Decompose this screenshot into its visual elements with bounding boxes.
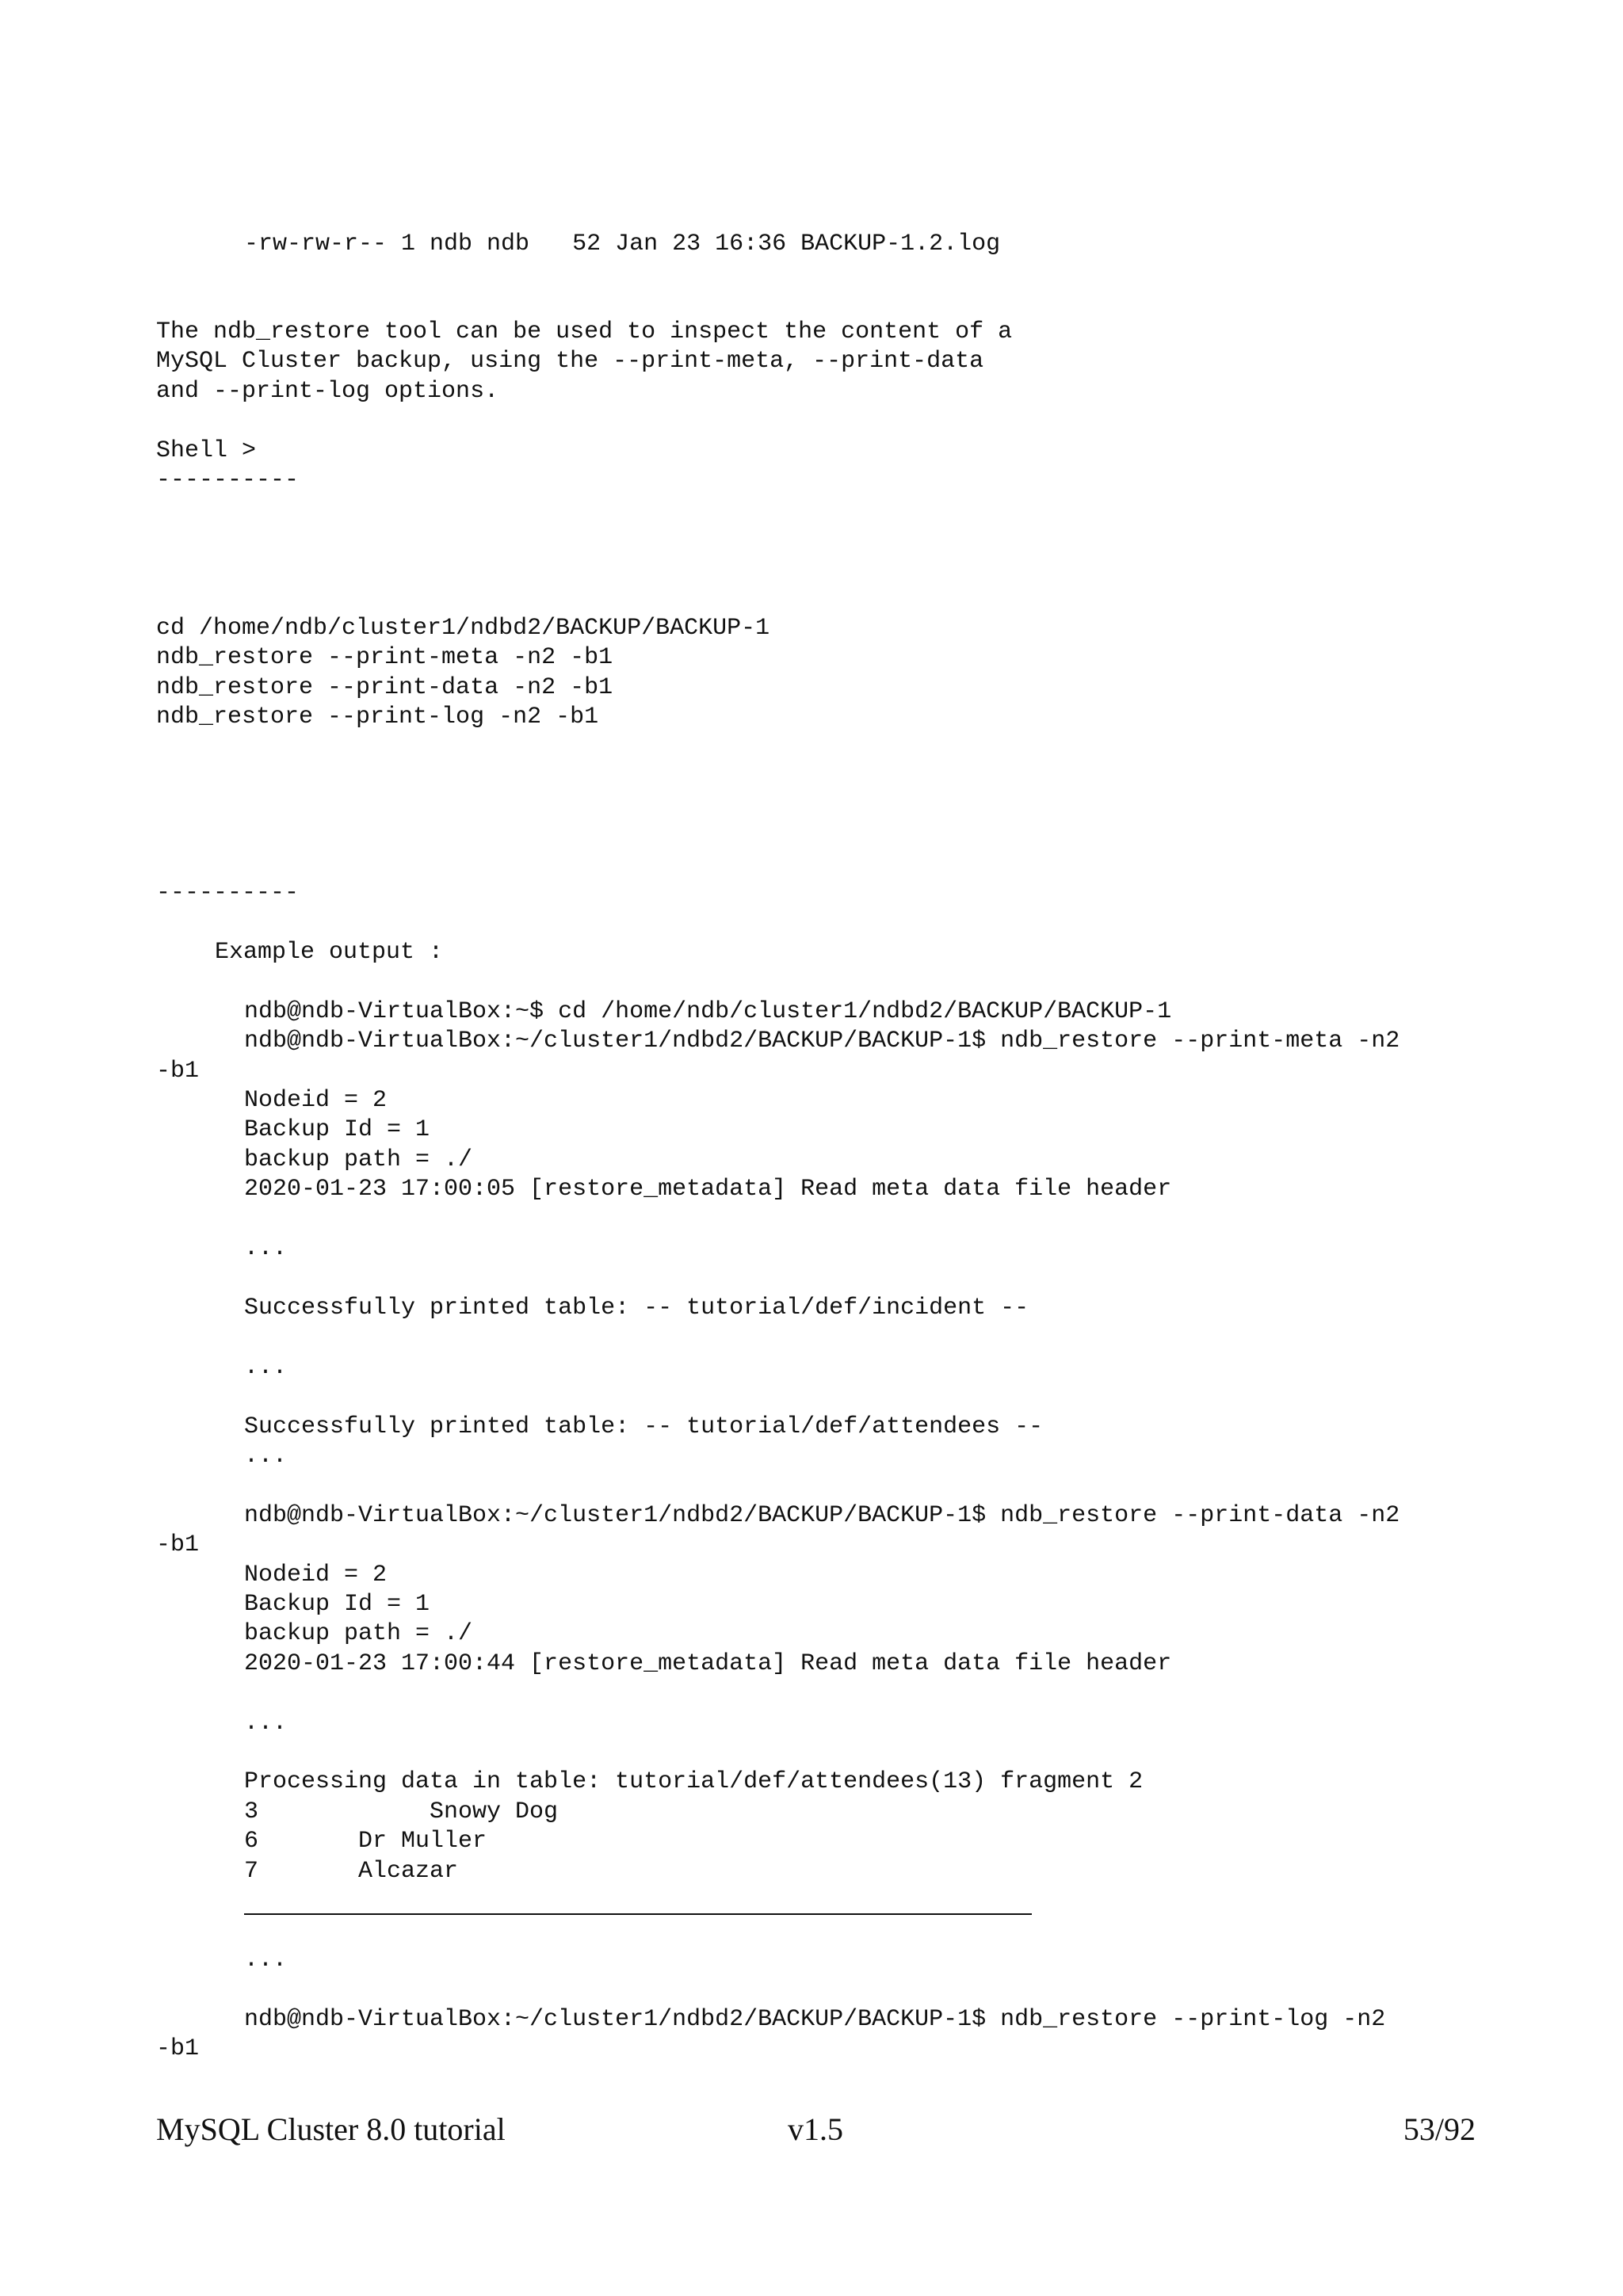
shell-commands: cd /home/ndb/cluster1/ndbd2/BACKUP/BACKUP-1 ndb_restore --print-meta -n2 -b1 ndb_restore --print-data -n2 -b1 ndb_restore --print-log -n2 -b1 — [156, 615, 770, 731]
example-output-block — [156, 938, 1400, 2064]
wrapped-argument: -b1 — [156, 1057, 200, 1085]
footer-page-number: 53/92 — [1403, 2111, 1476, 2147]
footer-version: v1.5 — [788, 2111, 843, 2147]
footer-title: MySQL Cluster 8.0 tutorial — [156, 2111, 506, 2147]
output-data-section: Nodeid = 2 Backup Id = 1 backup path = ./ 2020-01-23 17:00:44 [restore_metadata] Read meta data file header ... Processing data in table: tutorial/def/attendees(13) fragment 2 3 Snowy Dog 6 Dr Muller 7 Alcazar ... ndb@ndb-VirtualBox:~/cluster1/ndbd2/BACKUP/BACKUP-1$ ndb_restore --print-log -n2 — [244, 1561, 1386, 2033]
wrapped-argument: -b1 — [156, 2035, 200, 2063]
example-output-label: Example output : — [215, 939, 444, 966]
output-meta-section: Nodeid = 2 Backup Id = 1 backup path = ./ 2020-01-23 17:00:05 [restore_metadata] Read meta data file header ... Successfully printed table: -- tutorial/def/incident -- ... Successfully printed table: -- tutorial/def/attendees -- ... ndb@ndb-VirtualBox:~/cluster1/ndbd2/BACKUP/BACKUP-1$ ndb_restore --print-data -n2 — [244, 1087, 1400, 1529]
separator-line: ---------- — [156, 879, 300, 906]
horizontal-rule — [244, 1913, 1032, 1915]
intro-paragraph: The ndb_restore tool can be used to inspect the content of a MySQL Cluster backup, using the --print-meta, --print-data and --print-log options. Shell > ---------- — [156, 318, 1013, 494]
output-meta-commands: ndb@ndb-VirtualBox:~$ cd /home/ndb/cluster1/ndbd2/BACKUP/BACKUP-1 ndb@ndb-VirtualBox:~/cluster1/ndbd2/BACKUP/BACKUP-1$ ndb_restore --print-meta -n2 — [244, 997, 1400, 1055]
file-listing-line: -rw-rw-r-- 1 ndb ndb 52 Jan 23 16:36 BACKUP-1.2.log — [244, 231, 1001, 257]
wrapped-argument: -b1 — [156, 1531, 200, 1559]
